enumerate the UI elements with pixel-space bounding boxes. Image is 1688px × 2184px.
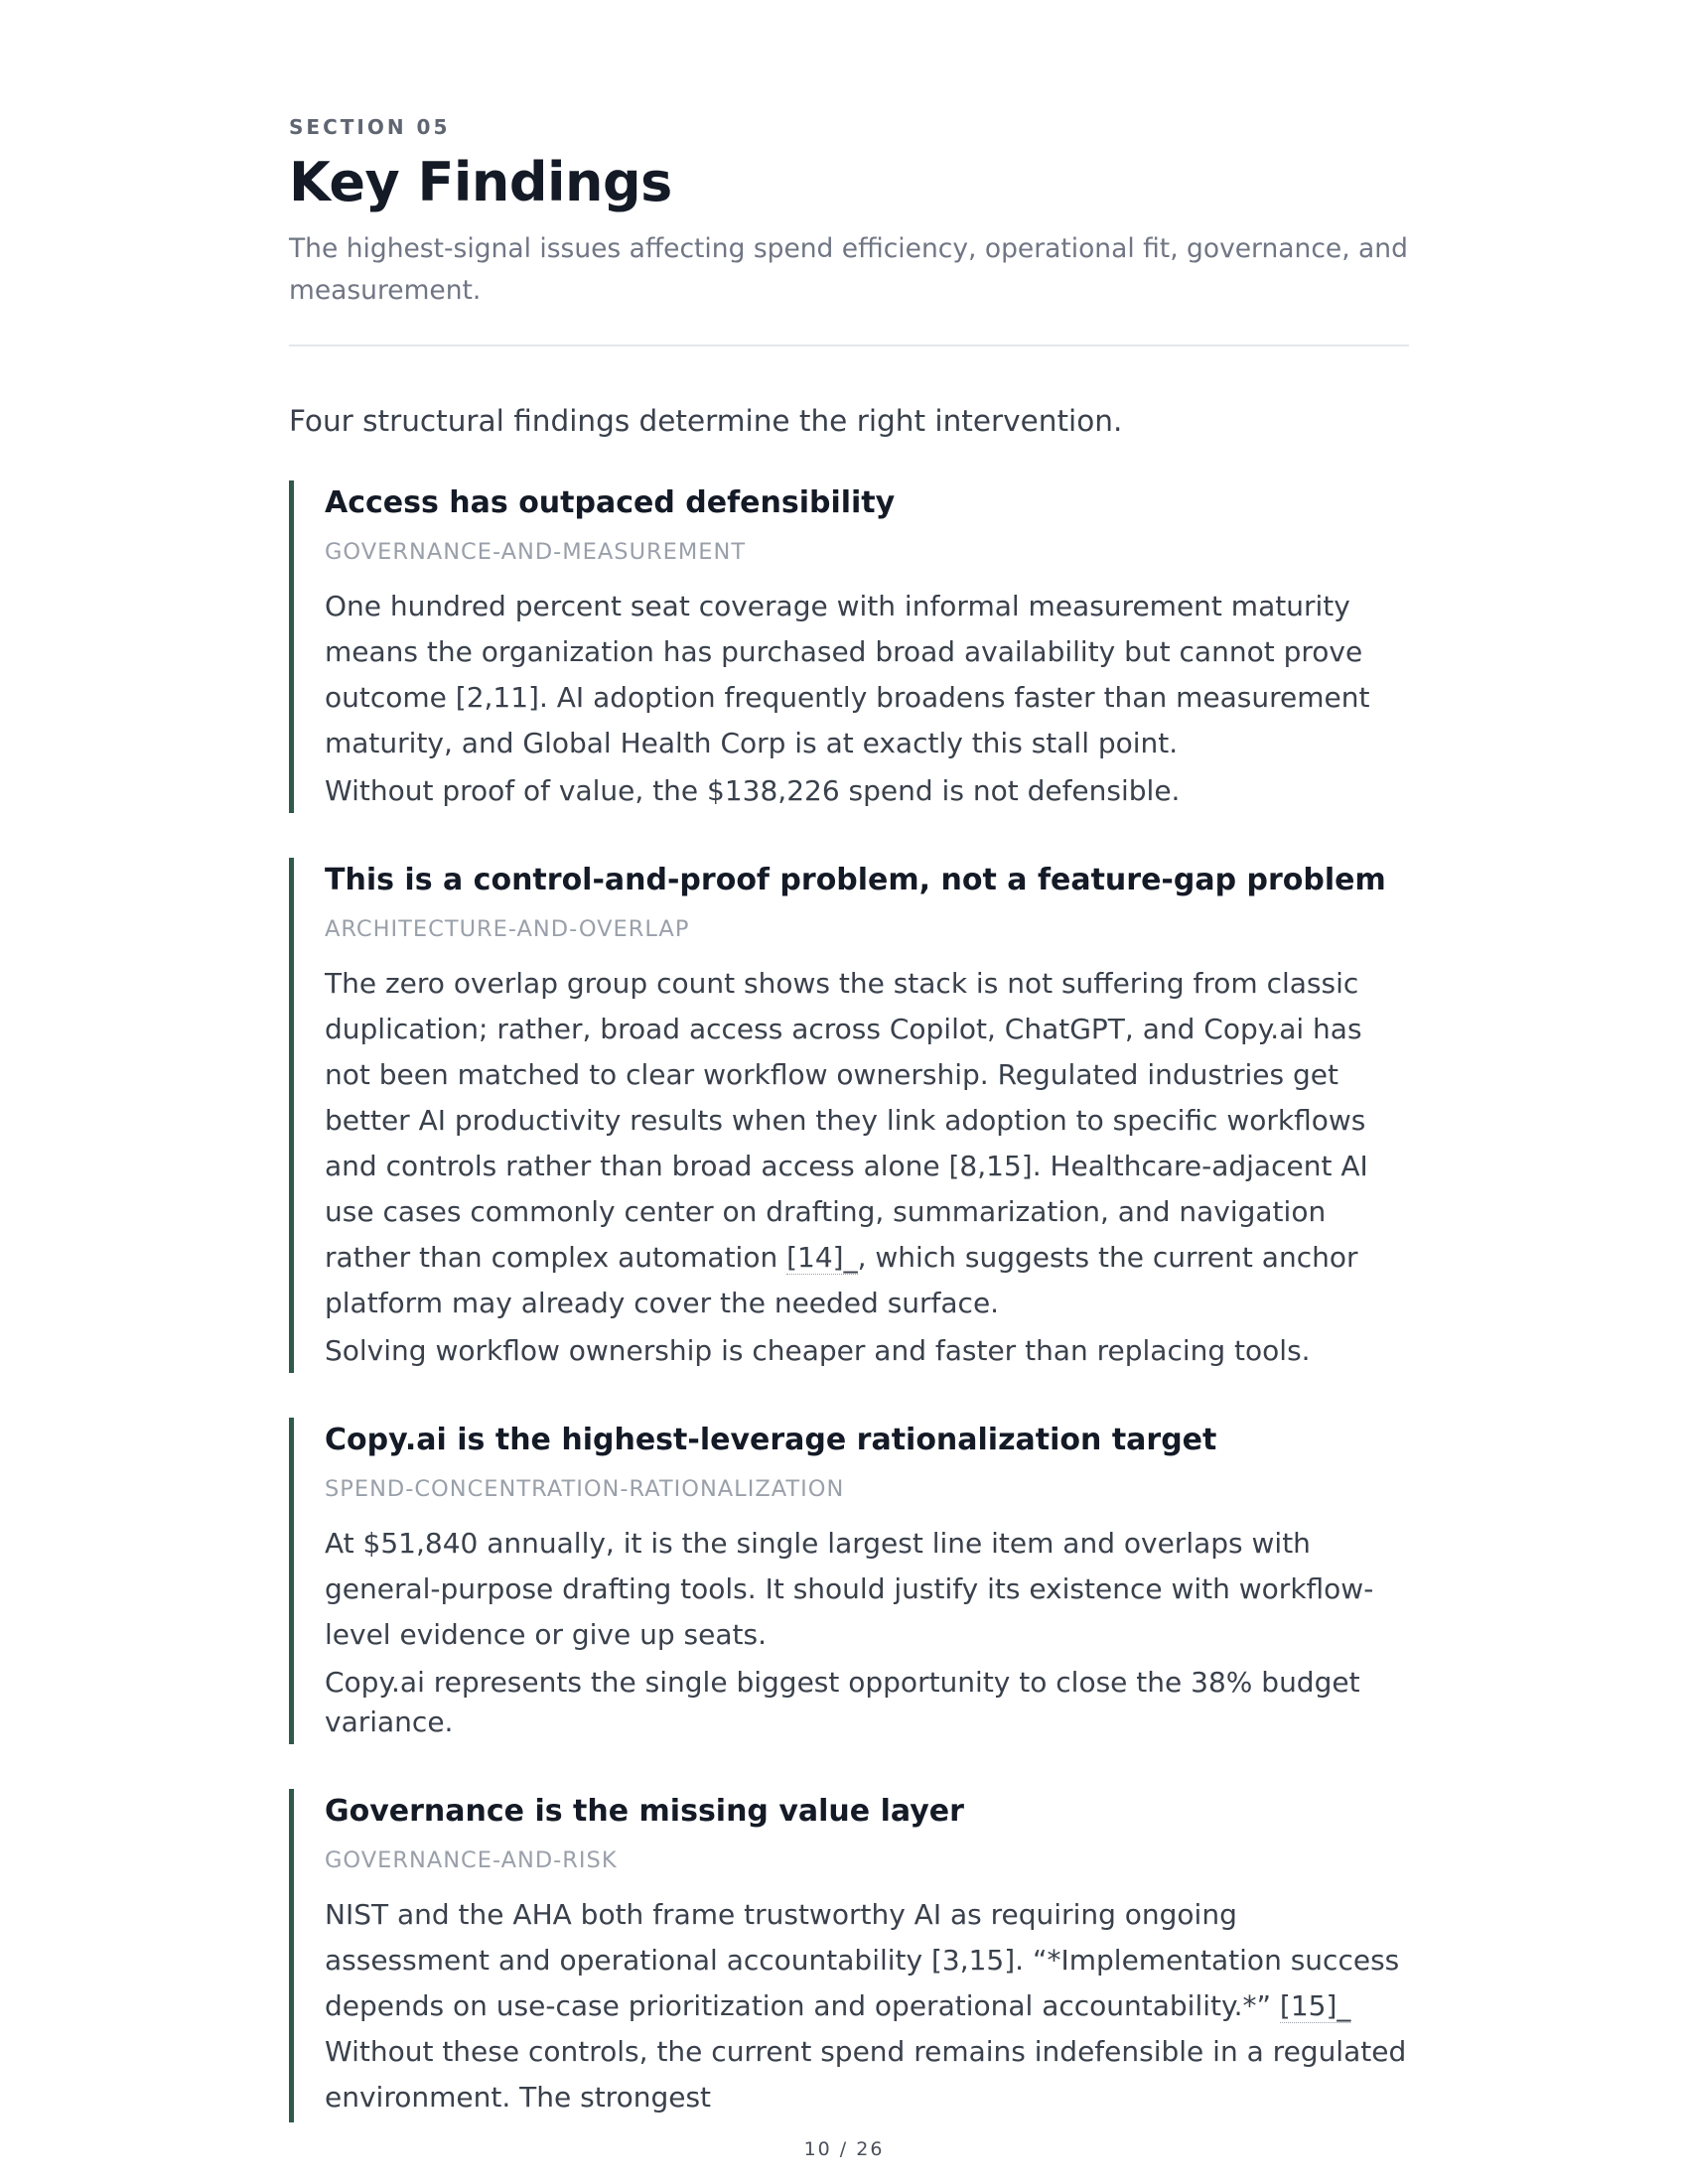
page-number-indicator: 10 / 26	[803, 2138, 885, 2160]
finding-conclusion: Without proof of value, the $138,226 spend is not defensible.	[325, 774, 1181, 807]
finding-tag: GOVERNANCE-AND-MEASUREMENT	[325, 539, 747, 565]
finding-tag: GOVERNANCE-AND-RISK	[325, 1847, 618, 1873]
finding-body: One hundred percent seat coverage with informal measurement maturity means the organization has purchased broad availability but cannot prove outcome [2,11]. AI adoption frequently broadens faster than measurement maturity, and Global Health Corp is at exactly this stall point.	[325, 590, 1370, 759]
finding-card	[289, 858, 1409, 1373]
finding-conclusion: Solving workflow ownership is cheaper and faster than replacing tools.	[325, 1334, 1311, 1367]
body-text: The zero overlap group count shows the stack is not suffering from classic duplication; rather, broad access across Copilot, ChatGPT, and Copy.ai has not been matched to clear workflow ownership. Regulated industries get better AI productivity results when they link adoption to specific workflows and controls rather than broad access alone [8,15]. Healthcare-adjacent AI use cases commonly center on drafting, summarization, and navigation rather than complex automation	[325, 967, 1368, 1274]
finding-tag: ARCHITECTURE-AND-OVERLAP	[325, 916, 690, 942]
finding-card	[289, 480, 1409, 813]
page-title: Key Findings	[289, 151, 672, 213]
header-divider	[289, 344, 1409, 346]
section-eyebrow: SECTION 05	[289, 115, 451, 139]
finding-title: Access has outpaced defensibility	[325, 485, 896, 520]
document-page	[289, 115, 1409, 2122]
finding-body: At $51,840 annually, it is the single largest line item and overlaps with general-purpose drafting tools. It should justify its existence with workflow-level evidence or give up seats.	[325, 1527, 1374, 1651]
finding-title: Governance is the missing value layer	[325, 1794, 964, 1829]
finding-conclusion: Copy.ai represents the single biggest opportunity to close the 38% budget variance.	[325, 1666, 1360, 1738]
body-text: Without these controls, the current spend remains indefensible in a regulated environment. The strongest	[325, 2035, 1407, 2114]
body-text: NIST and the AHA both frame trustworthy AI as requiring ongoing assessment and operational accountability [3,15]. “*Implementation success depends on use-case prioritization and operational accountability.*”	[325, 1898, 1400, 2022]
finding-card	[289, 1789, 1409, 2122]
citation-link[interactable]: [15]_	[1279, 1989, 1351, 2022]
citation-link[interactable]: [14]_	[786, 1241, 858, 1274]
finding-card	[289, 1418, 1409, 1744]
finding-tag: SPEND-CONCENTRATION-RATIONALIZATION	[325, 1476, 845, 1502]
finding-body	[325, 961, 1409, 1326]
intro-paragraph: Four structural findings determine the right intervention.	[289, 404, 1123, 438]
finding-body	[325, 1892, 1409, 2120]
finding-title: Copy.ai is the highest-leverage rationalization target	[325, 1423, 1217, 1457]
body-text: , which suggests the current anchor platform may already cover the needed surface.	[325, 1241, 1358, 1319]
finding-title: This is a control-and-proof problem, not a feature-gap problem	[325, 863, 1386, 897]
page-subtitle: The highest-signal issues affecting spend efficiency, operational fit, governance, and measurement.	[289, 233, 1408, 306]
